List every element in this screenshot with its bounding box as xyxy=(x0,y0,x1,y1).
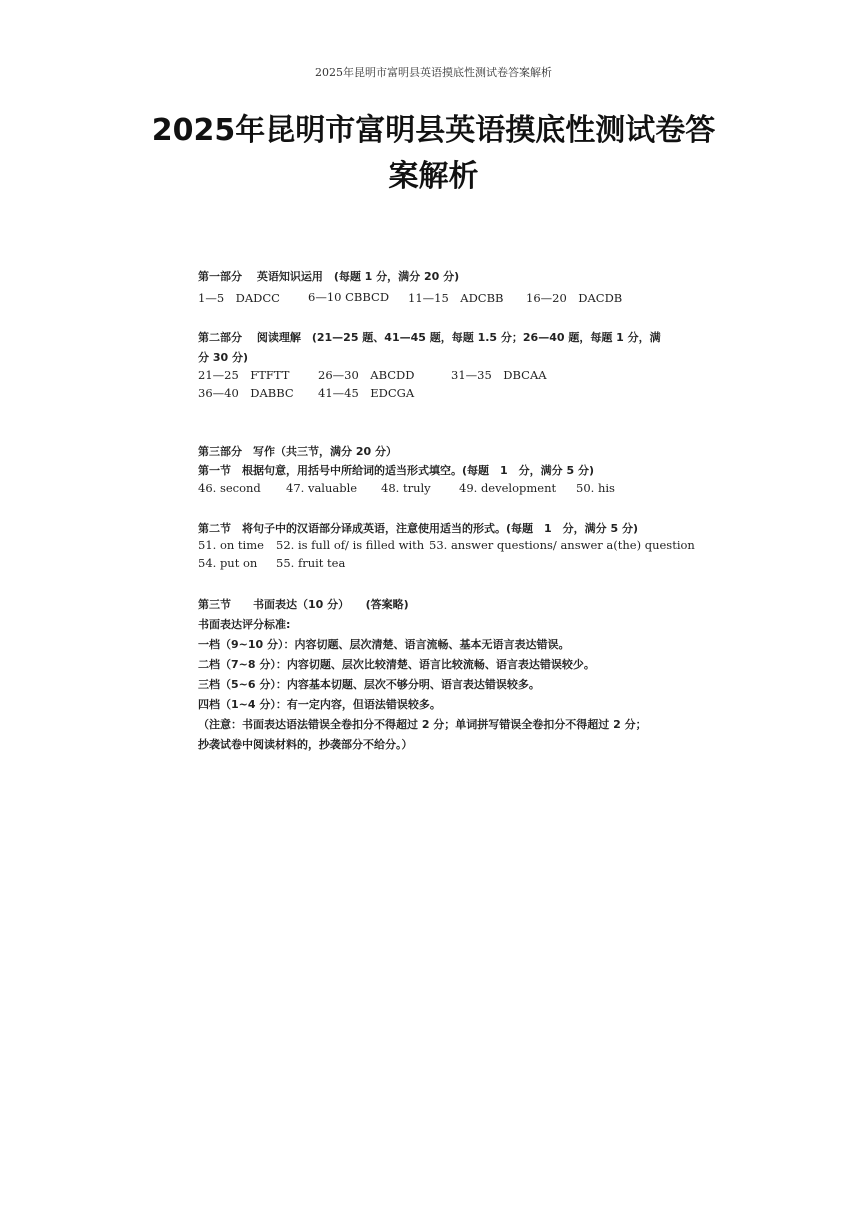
answer-item: 51. on time xyxy=(198,538,264,552)
part2-heading-cont: 分 30 分) xyxy=(198,351,248,364)
answer-group: 41—45 EDCGA xyxy=(318,386,415,400)
note-line: （注意：书面表达语法错误全卷扣分不得超过 2 分；单词拼写错误全卷扣分不得超过 2 分； xyxy=(198,718,647,731)
note-line: 抄袭试卷中阅读材料的，抄袭部分不给分。） xyxy=(198,738,413,751)
answer-item: 55. fruit tea xyxy=(276,556,346,570)
answer-item: 50. his xyxy=(576,481,615,495)
answer-group: 31—35 DBCAA xyxy=(451,368,547,382)
section2-heading: 第二节 将句子中的汉语部分译成英语，注意使用适当的形式。(每题 1 分，满分 5 分) xyxy=(198,522,639,535)
section2-answers-row2 xyxy=(198,556,678,572)
criteria-item: 三档（5~6 分）：内容基本切题、层次不够分明、语言表达错误较多。 xyxy=(198,678,540,691)
answer-group: 11—15 ADCBB xyxy=(408,291,504,305)
page-title xyxy=(0,108,867,200)
answer-item: 46. second xyxy=(198,481,261,495)
answer-item: 54. put on xyxy=(198,556,258,570)
section1-answers xyxy=(198,481,678,497)
answer-item: 52. is full of/ is filled with xyxy=(276,538,425,552)
criteria-item: 一档（9~10 分）：内容切题、层次清楚、语言流畅、基本无语言表达错误。 xyxy=(198,638,570,651)
criteria-title: 书面表达评分标准: xyxy=(198,618,291,631)
answer-item: 53. answer questions/ answer a(the) question xyxy=(429,538,695,552)
part2-heading: 第二部分 阅读理解 (21—25 题、41—45 题，每题 1.5 分；26—40 题，每题 1 分，满 xyxy=(198,331,661,344)
answer-item: 48. truly xyxy=(381,481,431,495)
answer-group: 1—5 DADCC xyxy=(198,291,280,305)
answer-group: 6—10 CBBCD xyxy=(308,290,390,304)
criteria-item: 四档（1~4 分）：有一定内容，但语法错误较多。 xyxy=(198,698,441,711)
part2-answers-row2 xyxy=(198,385,678,401)
part3-heading: 第三部分 写作（共三节，满分 20 分） xyxy=(198,445,397,458)
criteria-item: 二档（7~8 分）：内容切题、层次比较清楚、语言比较流畅、语言表达错误较少。 xyxy=(198,658,595,671)
page-title-line-1: 2025年昆明市富明县英语摸底性测试卷答 xyxy=(151,113,716,148)
part1-answers xyxy=(198,290,678,306)
part1-heading: 第一部分 英语知识运用 (每题 1 分，满分 20 分) xyxy=(198,270,460,283)
page-title-line-2: 案解析 xyxy=(388,159,479,194)
answer-item: 47. valuable xyxy=(286,481,358,495)
section2-answers-row1 xyxy=(198,538,695,554)
part2-answers-row1 xyxy=(198,367,678,383)
answer-group: 26—30 ABCDD xyxy=(318,368,415,382)
answer-group: 21—25 FTFTT xyxy=(198,368,290,382)
section3-heading: 第三节 书面表达（10 分） (答案略) xyxy=(198,598,409,611)
answer-item: 49. development xyxy=(459,481,557,495)
section1-heading: 第一节 根据句意，用括号中所给词的适当形式填空。(每题 1 分，满分 5 分) xyxy=(198,464,595,477)
running-header: 2025年昆明市富明县英语摸底性测试卷答案解析 xyxy=(315,66,552,79)
answer-group: 16—20 DACDB xyxy=(526,291,623,305)
answer-group: 36—40 DABBC xyxy=(198,386,294,400)
